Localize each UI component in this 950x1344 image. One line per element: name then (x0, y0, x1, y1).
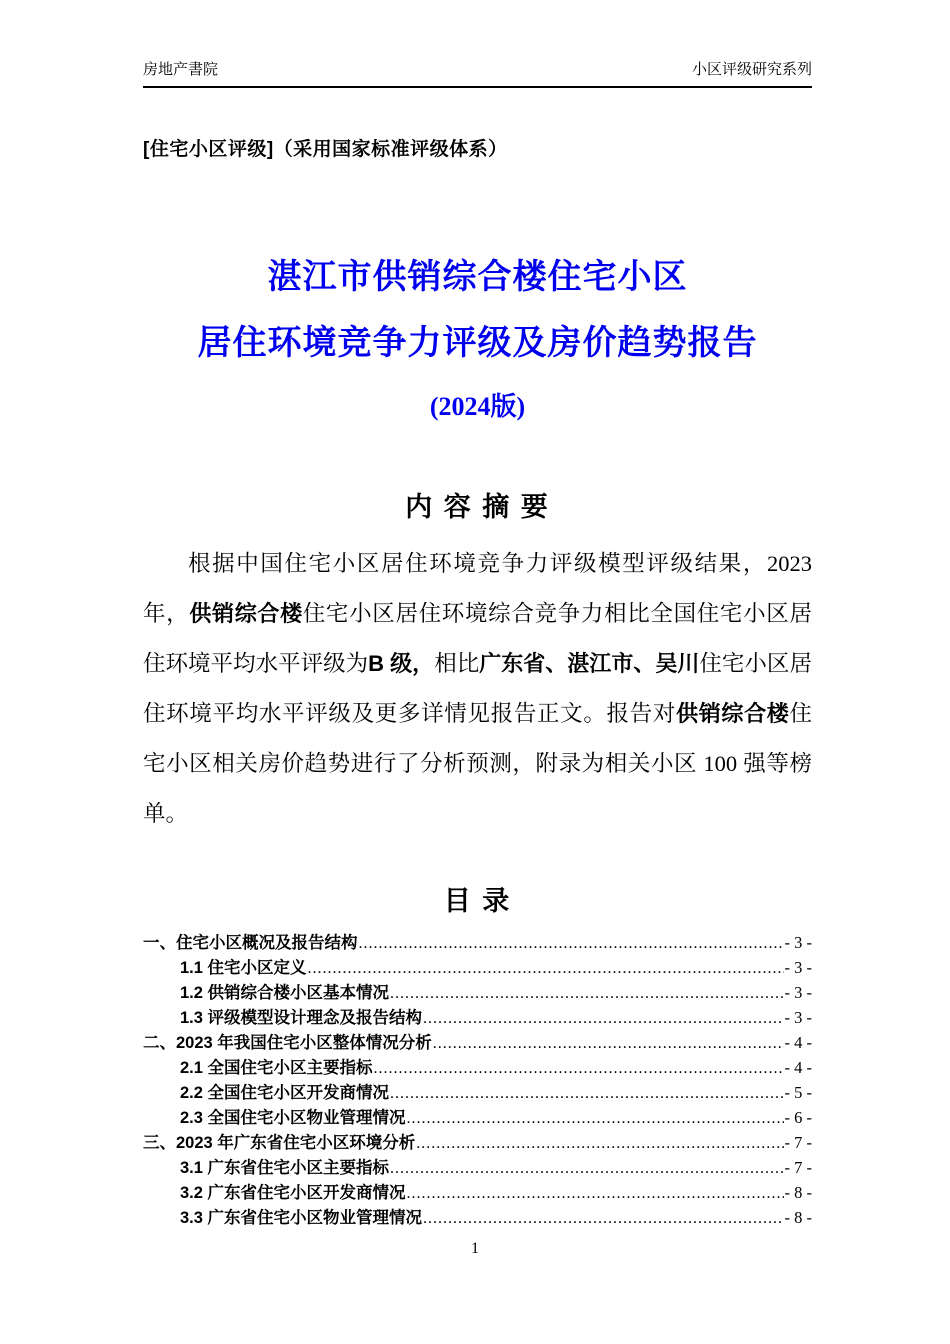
summary-heading: 内 容 摘 要 (405, 492, 550, 522)
toc-leader-dots (433, 1031, 784, 1056)
toc-entry[interactable] (143, 1155, 812, 1180)
toc-entry[interactable] (143, 1180, 812, 1205)
report-title-line2: 居住环境竞争力评级及房价趋势报告 (197, 325, 758, 362)
summary-segment-bold: B 级， (368, 651, 435, 676)
toc-entry[interactable] (143, 1005, 812, 1030)
toc-entry-page: - 3 - (784, 958, 812, 977)
toc-entry-page: - 8 - (784, 1183, 812, 1202)
toc-entry-page: - 3 - (784, 933, 812, 952)
toc-leader-dots (390, 1081, 783, 1106)
toc-entry[interactable] (143, 1105, 812, 1130)
toc-entry-label: 1.2 供销综合楼小区基本情况 (180, 984, 390, 1002)
summary-segment: 住宅小区居住环境综合竞争力相比全国住宅小区居住环境平均水平评级为 (143, 601, 812, 676)
toc-entry-label: 一、住宅小区概况及报告结构 (143, 934, 358, 952)
toc-leader-dots (423, 1206, 783, 1231)
toc-entry-page: - 4 - (784, 1033, 812, 1052)
toc-leader-dots (359, 931, 784, 956)
toc-leader-dots (407, 1181, 784, 1206)
summary-paragraph (143, 539, 812, 839)
toc-entry-page: - 5 - (784, 1083, 812, 1102)
toc-entry[interactable] (143, 980, 812, 1005)
toc-entry-label: 2.2 全国住宅小区开发商情况 (180, 1084, 390, 1102)
toc-entry-page: - 7 - (784, 1158, 812, 1177)
toc-entry-label: 2.3 全国住宅小区物业管理情况 (180, 1109, 406, 1127)
summary-segment-bold: 供销综合楼 (189, 601, 303, 626)
toc-leader-dots (390, 981, 783, 1006)
toc-entry[interactable] (143, 1055, 812, 1080)
toc-entry-page: - 3 - (784, 1008, 812, 1027)
toc-entry-label: 2.1 全国住宅小区主要指标 (180, 1059, 373, 1077)
summary-segment: 根据中国住宅小区居住环境竞争力评级模型评级结果，2023 年， (143, 551, 812, 626)
toc-entry[interactable] (143, 1080, 812, 1105)
header-right-text: 小区评级研究系列 (691, 61, 812, 78)
toc-entry[interactable] (143, 955, 812, 980)
toc-entry-label: 1.3 评级模型设计理念及报告结构 (180, 1009, 423, 1027)
toc-entry-label: 3.1 广东省住宅小区主要指标 (180, 1159, 390, 1177)
toc-entry[interactable] (143, 1130, 812, 1155)
toc-entry-page: - 8 - (784, 1208, 812, 1227)
toc-leader-dots (308, 956, 784, 981)
toc-entry-label: 三、2023 年广东省住宅小区环境分析 (143, 1134, 416, 1152)
report-title-line1: 湛江市供销综合楼住宅小区 (267, 259, 688, 296)
toc-leader-dots (374, 1056, 784, 1081)
toc-entry-page: - 3 - (784, 983, 812, 1002)
summary-segment-bold: 广东省、湛江市、吴川 (479, 651, 700, 676)
summary-segment: 住宅小区相关房价趋势进行了分析预测，附录为相关小区 100 强等榜单。 (143, 701, 812, 826)
toc-entry-page: - 7 - (784, 1133, 812, 1152)
toc-leader-dots (407, 1106, 784, 1131)
toc-entry-page: - 4 - (784, 1058, 812, 1077)
summary-segment-bold: 供销综合楼 (676, 701, 790, 726)
page-number: 1 (471, 1240, 479, 1257)
toc-leader-dots (416, 1131, 783, 1156)
toc-entry[interactable] (143, 930, 812, 955)
toc-entry-label: 二、2023 年我国住宅小区整体情况分析 (143, 1034, 432, 1052)
summary-segment: 住宅小区居住环境平均水平评级及更多详情见报告正文。报告对 (143, 651, 812, 726)
toc-entry[interactable] (143, 1030, 812, 1055)
toc-heading: 目 录 (443, 886, 512, 916)
toc-leader-dots (423, 1006, 783, 1031)
report-title-edition: (2024版) (429, 392, 526, 421)
toc-entry-label: 3.2 广东省住宅小区开发商情况 (180, 1184, 406, 1202)
summary-segment: 相比 (434, 651, 480, 676)
header-left-text: 房地产書院 (143, 61, 219, 78)
toc-entry-label: 1.1 住宅小区定义 (180, 959, 307, 977)
report-type-line: [住宅小区评级]（采用国家标准评级体系） (143, 139, 508, 160)
toc-leader-dots (390, 1156, 783, 1181)
toc-entry-page: - 6 - (784, 1108, 812, 1127)
toc-list (143, 930, 812, 1230)
toc-entry[interactable] (143, 1205, 812, 1230)
toc-entry-label: 3.3 广东省住宅小区物业管理情况 (180, 1209, 423, 1227)
page-header (143, 58, 812, 88)
report-title-block (143, 245, 812, 437)
